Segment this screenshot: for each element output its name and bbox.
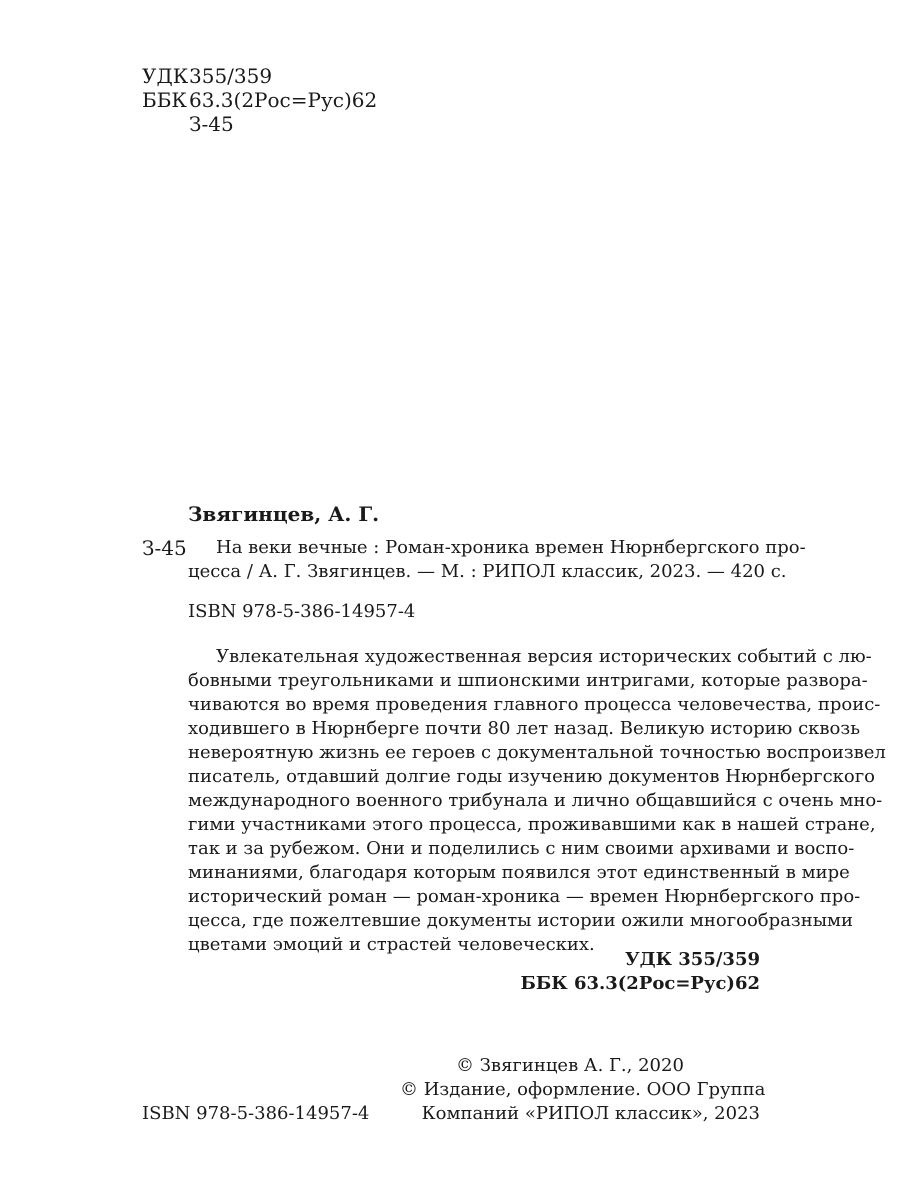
catalog-title-block (188, 536, 806, 584)
annotation-line: писатель, отдавший долгие годы изучению документов Нюрнбергского (188, 766, 876, 787)
udk-top-line (142, 64, 377, 88)
author-mark-entry: З-45 (142, 536, 187, 560)
bbk-label: ББК (142, 88, 187, 112)
annotation-line: бовными треугольниками и шпионскими интригами, которые развора- (188, 670, 868, 691)
author-heading: Звягинцев, А. Г. (188, 502, 380, 526)
annotation-line: цветами эмоций и страстей человеческих. (188, 934, 595, 955)
bbk-value: 63.3(2Рос=Рус)62 (189, 88, 378, 112)
udk-label: УДК (142, 64, 189, 88)
annotation-line: цесса, где пожелтевшие документы истории ожили многообразными (188, 910, 854, 931)
udk-bottom: УДК 355/359 (625, 949, 760, 970)
catalog-isbn: ISBN 978-5-386-14957-4 (188, 601, 416, 622)
annotation-line: Увлекательная художественная версия исторических событий с лю- (216, 646, 872, 667)
annotation-line: минаниями, благодаря которым появился этот единственный в мире (188, 862, 850, 883)
copyright-publisher-line-1: © Издание, оформление. ООО Группа (400, 1079, 766, 1100)
classification-top (142, 64, 377, 136)
catalog-title-line-2: цесса / А. Г. Звягинцев. — М. : РИПОЛ классик, 2023. — 420 с. (188, 561, 787, 582)
catalog-title-line-1: На веки вечные : Роман-хроника времен Нюрнбергского про- (216, 537, 806, 558)
author-mark-top: З-45 (189, 112, 234, 136)
annotation-line: ходившего в Нюрнберге почти 80 лет назад. Великую историю сквозь (188, 718, 860, 739)
annotation-line: так и за рубежом. Они и поделились с ним своими архивами и воспо- (188, 838, 855, 859)
annotation-line: чиваются во время проведения главного процесса человечества, проис- (188, 694, 881, 715)
copyright-block (400, 1054, 766, 1126)
annotation-line: международного военного трибунала и лично общавшийся с очень мно- (188, 790, 883, 811)
classification-bottom (460, 948, 760, 996)
bbk-top-line (142, 88, 377, 112)
copyright-publisher-line-2: Компаний «РИПОЛ классик», 2023 (421, 1103, 760, 1124)
footer-isbn: ISBN 978-5-386-14957-4 (142, 1103, 370, 1124)
annotation-line: исторический роман — роман-хроника — времен Нюрнбергского про- (188, 886, 861, 907)
annotation-paragraph (188, 645, 886, 957)
author-mark-top-line (142, 112, 377, 136)
annotation-line: невероятную жизнь ее героев с документальной точностью воспроизвел (188, 742, 886, 763)
annotation-line: гими участниками этого процесса, проживавшими как в нашей стране, (188, 814, 876, 835)
udk-value: 355/359 (189, 64, 273, 88)
bbk-bottom: ББК 63.3(2Рос=Рус)62 (520, 973, 760, 994)
copyright-author: © Звягинцев А. Г., 2020 (456, 1055, 684, 1076)
